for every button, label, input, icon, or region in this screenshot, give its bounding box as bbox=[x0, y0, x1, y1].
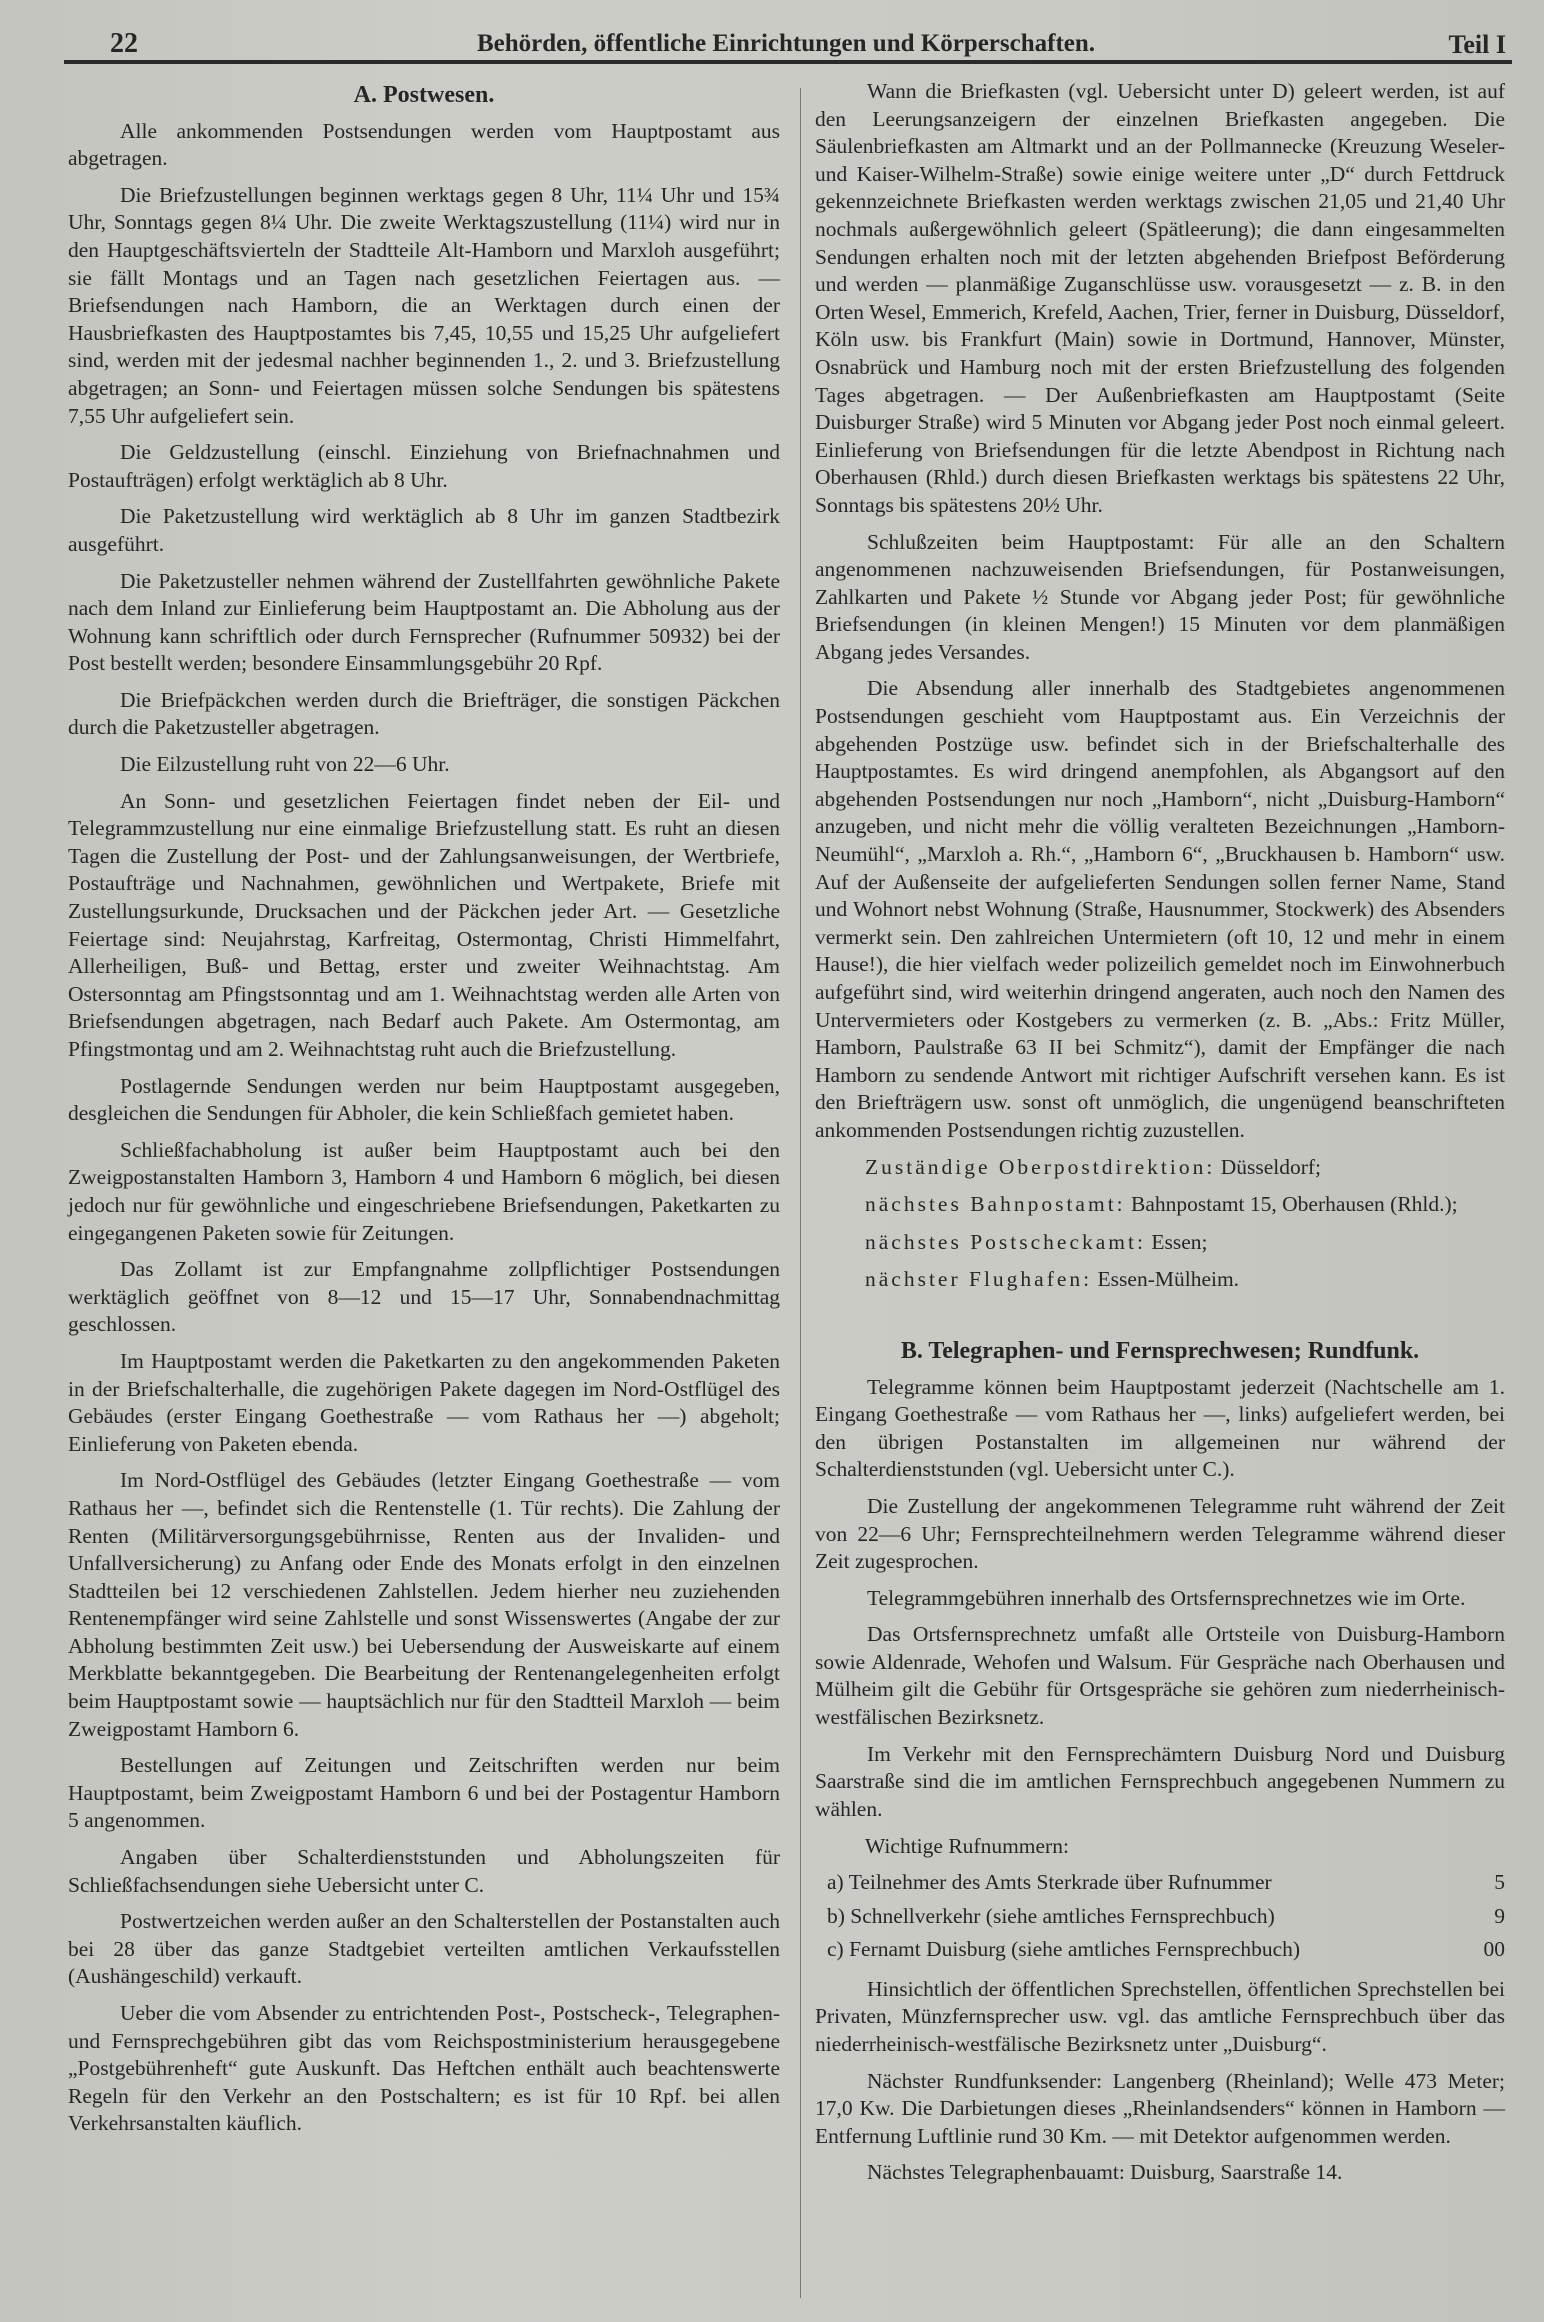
left-paragraphs bbox=[68, 118, 780, 2138]
paragraph: Die Paketzusteller nehmen während der Zustellfahrten gewöhnliche Pakete nach dem Inland zur Einlieferung beim Hauptpostamt an. Die Abholung aus der Wohnung kann schriftlich oder durch Fernsprecher (Rufnummer 50932) bei der Post bestellt werden; besondere Einsammlungsgebühr 20 Rpf. bbox=[68, 568, 780, 676]
phone-number-list bbox=[815, 1869, 1505, 1964]
phone-number-item bbox=[815, 1903, 1505, 1931]
paragraph: Die Geldzustellung (einschl. Einziehung von Briefnachnahmen und Postaufträgen) erfolgt werktäglich ab 8 Uhr. bbox=[68, 440, 780, 492]
paragraph: Hinsichtlich der öffentlichen Sprechstellen, öffentlichen Sprechstellen bei Privaten, Münzfernsprecher usw. vgl. das amtliche Fernsprechbuch über das niederrheinisch-westfälische Bezirksnetz unter „Duisburg“. bbox=[815, 1976, 1505, 2056]
info-key: nächstes Bahnpostamt: bbox=[865, 1192, 1126, 1217]
page-number: 22 bbox=[110, 28, 138, 59]
column-divider bbox=[800, 88, 801, 2298]
paragraph: Das Zollamt ist zur Empfangnahme zollpflichtiger Postsendungen werktäglich geöffnet von 8—12 und 15—17 Uhr, Sonnabendnachmittag geschlossen. bbox=[68, 1257, 780, 1337]
info-value: Essen-Mülheim. bbox=[1097, 1267, 1240, 1292]
phone-number-item bbox=[815, 1936, 1505, 1964]
phone-number-label: c) Fernamt Duisburg (siehe amtliches Fernsprechbuch) bbox=[827, 1937, 1301, 1962]
info-value: Düsseldorf; bbox=[1220, 1154, 1322, 1179]
right-column bbox=[815, 78, 1505, 2196]
paragraph: Wann die Briefkasten (vgl. Uebersicht unter D) geleert werden, ist auf den Leerungsanzeigern der einzelnen Briefkasten angegeben. Die Säulenbriefkasten am Altmarkt und an der Pollmannecke (Kreuzung Weseler- und Kaiser-Wilhelm-Straße) sowie einige weitere unter „D“ durch Fettdruck gekennzeichnete Briefkasten werden werktags zwischen 21,05 und 21,40 Uhr nochmals außergewöhnlich geleert (Spätleerung); die dann eingesammelten Sendungen erhalten noch mit der letzten abgehenden Briefpost Beförderung und werden — planmäßige Zuganschlüsse usw. vorausgesetzt — z. B. in den Orten Wesel, Emmerich, Krefeld, Aachen, Trier, ferner in Duisburg, Düsseldorf, Köln usw. bis Frankfurt (Main) sowie in Dortmund, Hannover, Münster, Osnabrück und Hamburg noch mit der ersten Briefzustellung des folgenden Tages abgetragen. — Der Außenbriefkasten am Hauptpostamt (Seite Duisburger Straße) wird 5 Minuten vor Abgang jeder Post noch einmal geleert. Einlieferung von Briefsendungen für die letzte Abendpost in Richtung nach Oberhausen (Rhld.) durch diesen Briefkasten werktags bis spätestens 22 Uhr, Sonntags bis spätestens 20½ Uhr. bbox=[815, 79, 1505, 517]
phone-number-value: 9 bbox=[1494, 1903, 1505, 1928]
paragraph: Postlagernde Sendungen werden nur beim Hauptpostamt ausgegeben, desgleichen die Sendungen für Abholer, die kein Schließfach gemietet haben. bbox=[68, 1073, 780, 1126]
info-line bbox=[815, 1154, 1505, 1182]
paragraph: Nächster Rundfunksender: Langenberg (Rheinland); Welle 473 Meter; 17,0 Kw. Die Darbietungen dieses „Rheinlandsenders“ können in Hamborn — Entfernung Luftlinie rund 30 Km. — mit Detektor aufgenommen werden. bbox=[815, 2068, 1505, 2148]
paragraph: Im Hauptpostamt werden die Paketkarten zu den angekommenden Paketen in der Briefschalterhalle, die zugehörigen Pakete dagegen im Nord-Ostflügel des Gebäudes (erster Eingang Goethestraße — vom Rathaus her —) abgeholt; Einlieferung von Paketen ebenda. bbox=[68, 1348, 780, 1456]
paragraph: Das Ortsfernsprechnetz umfaßt alle Ortsteile von Duisburg-Hamborn sowie Aldenrade, Wehofen und Walsum. Für Gespräche nach Oberhausen und Mülheim gilt die Gebühr für Ortsgespräche sie gehören zum niederrheinisch-westfälischen Bezirksnetz. bbox=[815, 1622, 1505, 1730]
phone-number-label: a) Teilnehmer des Amts Sterkrade über Rufnummer bbox=[827, 1870, 1272, 1895]
paragraph: Im Verkehr mit den Fernsprechämtern Duisburg Nord und Duisburg Saarstraße sind die im amtlichen Fernsprechbuch angegebenen Nummern zu wählen. bbox=[815, 1741, 1505, 1821]
info-value: Bahnpostamt 15, Oberhausen (Rhld.); bbox=[1131, 1192, 1458, 1217]
part-label: Teil I bbox=[1448, 30, 1506, 59]
paragraph: Telegrammgebühren innerhalb des Ortsfernsprechnetzes wie im Orte. bbox=[867, 1585, 1466, 1610]
phone-number-value: 5 bbox=[1494, 1870, 1505, 1895]
info-line bbox=[815, 1266, 1505, 1294]
right-paragraphs bbox=[815, 78, 1505, 1145]
left-column bbox=[68, 78, 780, 2147]
header-rule bbox=[64, 60, 1512, 64]
paragraph: Die Absendung aller innerhalb des Stadtgebietes angenommenen Postsendungen geschieht vom Hauptpostamt aus. Ein Verzeichnis der abgehenden Postzüge usw. befindet sich in der Briefschalterhalle des Hauptpostamtes. Es wird dringend anempfohlen, als Abgangsort auf den abgehenden Postsendungen nur noch „Hamborn“, nicht „Duisburg-Hamborn“ anzugeben, und nicht mehr die völlig veralteten Bezeichnungen „Hamborn-Neumühl“, „Marxloh a. Rh.“, „Hamborn 6“, „Bruckhausen b. Hamborn“ usw. Auf der Außenseite der aufgelieferten Sendungen sollen ferner Name, Stand und Wohnort nebst Wohnung (Straße, Hausnummer, Stockwerk) des Absenders vermerkt sein. Den zahlreichen Untermietern (oft 10, 12 und mehr in einem Hause!), die hier vielfach weder polizeilich gemeldet noch im Einwohnerbuch aufgeführt sind, wird weiterhin dringend angeraten, auch noch den Namen des Untervermieters oder Kostgebers zu vermerken (z. B. „Abs.: Fritz Müller, Hamborn, Paulstraße 63 II bei Schmitz“), damit der Empfänger die nach Hamborn zu sendende Antwort mit richtiger Aufschrift versehen kann. Es ist den Briefträgern usw. sonst oft unmöglich, die ungenügend beanschrifteten ankommenden Postsendungen richtig zuzustellen. bbox=[815, 676, 1505, 1142]
telegraph-paragraphs bbox=[815, 1374, 1505, 1824]
paragraph: Nächstes Telegraphenbauamt: Duisburg, Saarstraße 14. bbox=[867, 2160, 1343, 2185]
closing-paragraphs bbox=[815, 1976, 1505, 2187]
paragraph: Bestellungen auf Zeitungen und Zeitschriften werden nur beim Hauptpostamt, beim Zweigpostamt Hamborn 6 und bei der Postagentur Hamborn 5 angenommen. bbox=[68, 1753, 780, 1833]
phone-number-label: b) Schnellverkehr (siehe amtliches Fernsprechbuch) bbox=[827, 1903, 1275, 1928]
paragraph: Schlußzeiten beim Hauptpostamt: Für alle an den Schaltern angenommenen nachzuweisenden Briefsendungen, für Postanweisungen, Zahlkarten und Pakete ½ Stunde vor Abgang jeder Post; für gewöhnliche Briefsendungen (in kleinen Mengen!) 15 Minuten vor dem planmäßigen Abgang jedes Versandes. bbox=[815, 529, 1505, 664]
info-key: nächstes Postscheckamt: bbox=[865, 1229, 1146, 1254]
paragraph: Die Eilzustellung ruht von 22—6 Uhr. bbox=[120, 752, 450, 777]
paragraph: Im Nord-Ostflügel des Gebäudes (letzter Eingang Goethestraße — vom Rathaus her —, befindet sich die Rentenstelle (1. Tür rechts). Die Zahlung der Renten (Militärversorgungsgebührnisse, Renten aus der Invaliden- und Unfallversicherung) zu Anfang oder Ende des Monats erfolgt in den einzelnen Stadtteilen bei 12 verschiedenen Zahlstellen. Jedem hierher neu zuziehenden Rentenempfänger wird seine Zahlstelle und sonst Wissenswertes (Angabe der zur Abholung bestimmten Zeit usw.) bei Uebersendung der Ausweiskarte auf einem Merkblatte bekanntgegeben. Die Bearbeitung der Rentenangelegenheiten erfolgt beim Hauptpostamt sowie — hauptsächlich nur für den Stadtteil Marxloh — beim Zweigpostamt Hamborn 6. bbox=[68, 1468, 780, 1741]
paragraph: Ueber die vom Absender zu entrichtenden Post-, Postscheck-, Telegraphen- und Fernsprechgebühren gibt das vom Reichspostministerium herausgegebene „Postgebührenheft“ gute Auskunft. Das Heftchen enthält auch beachtenswerte Regeln für den Verkehr an den Postschaltern; es ist für 10 Rpf. bei allen Verkehrsanstalten käuflich. bbox=[68, 2001, 780, 2136]
page-header bbox=[66, 28, 1506, 62]
running-title: Behörden, öffentliche Einrichtungen und Körperschaften. bbox=[476, 30, 1096, 57]
info-line bbox=[815, 1229, 1505, 1257]
paragraph: Die Zustellung der angekommenen Telegramme ruht während der Zeit von 22—6 Uhr; Fernsprechteilnehmern werden Telegramme während dieser Zeit zugesprochen. bbox=[815, 1493, 1505, 1574]
section-heading-postwesen: A. Postwesen. bbox=[353, 82, 495, 108]
paragraph: Telegramme können beim Hauptpostamt jederzeit (Nachtschelle am 1. Eingang Goethestraße — vom Rathaus her —, links) aufgeliefert werden, bei den übrigen Postanstalten im allgemeinen nur während der Schalterdienststunden (vgl. Uebersicht unter C.). bbox=[815, 1374, 1505, 1482]
phone-number-item bbox=[815, 1869, 1505, 1897]
info-value: Essen; bbox=[1151, 1229, 1208, 1254]
paragraph: An Sonn- und gesetzlichen Feiertagen findet neben der Eil- und Telegrammzustellung nur eine einmalige Briefzustellung statt. Es ruht an diesen Tagen die Zustellung der Post- und der Zahlungsanweisungen, der Wertbriefe, Postaufträge und Nachnahmen, gewöhnlichen und Wertpakete, Briefe mit Zustellungsurkunde, Drucksachen und der Päckchen jeder Art. — Gesetzliche Feiertage sind: Neujahrstag, Karfreitag, Ostermontag, Christi Himmelfahrt, Allerheiligen, Buß- und Bettag, erster und zweiter Weihnachtstag. Am Ostersonntag am Pfingstsonntag und am 1. Weihnachtstag werden alle Arten von Briefsendungen abgetragen, nach Bedarf auch Pakete. Am Ostermontag, am Pfingstmontag und am 2. Weihnachtstag ruht auch die Briefzustellung. bbox=[68, 788, 780, 1061]
paragraph: Die Briefzustellungen beginnen werktags gegen 8 Uhr, 11¼ Uhr und 15¾ Uhr, Sonntags gegen 8¼ Uhr. Die zweite Werktagszustellung (11¼) wird nur in den Hauptgeschäftsvierteln der Stadtteile Alt-Hamborn und Marxloh ausgeführt; sie fällt Montags und an Tagen nach gesetzlichen Feiertagen aus. — Briefsendungen nach Hamborn, die an Werktagen durch einen der Hausbriefkasten des Hauptpostamtes bis 7,45, 10,55 und 15,25 Uhr aufgeliefert sind, werden mit der jedesmal nachher beginnenden 1., 2. und 3. Briefzustellung abgetragen; an Sonn- und Feiertagen müssen solche Sendungen bis spätestens 7,55 Uhr aufgeliefert sein. bbox=[68, 182, 780, 428]
paragraph: Angaben über Schalterdienststunden und Abholungszeiten für Schließfachsendungen siehe Uebersicht unter C. bbox=[68, 1845, 780, 1897]
paragraph: Die Briefpäckchen werden durch die Briefträger, die sonstigen Päckchen durch die Paketzusteller abgetragen. bbox=[68, 687, 780, 740]
info-key: nächster Flughafen: bbox=[865, 1267, 1093, 1292]
phone-number-value: 00 bbox=[1483, 1937, 1505, 1962]
section-heading-telegraphen: B. Telegraphen- und Fernsprechwesen; Rundfunk. bbox=[900, 1337, 1420, 1364]
paragraph: Schließfachabholung ist außer beim Hauptpostamt auch bei den Zweigpostanstalten Hamborn 3, Hamborn 4 und Hamborn 6 möglich, bei diesen jedoch nur für gewöhnliche und eingeschriebene Briefsendungen, Paketkarten zu eingegangenen Paketen sowie für Zeitungen. bbox=[68, 1137, 780, 1245]
info-block bbox=[815, 1154, 1505, 1294]
info-line bbox=[815, 1191, 1505, 1219]
info-key: Zuständige Oberpostdirektion: bbox=[865, 1154, 1216, 1179]
paragraph: Alle ankommenden Postsendungen werden vom Hauptpostamt aus abgetragen. bbox=[68, 118, 780, 171]
paragraph: Die Paketzustellung wird werktäglich ab 8 Uhr im ganzen Stadtbezirk ausgeführt. bbox=[68, 504, 780, 556]
numbers-title: Wichtige Rufnummern: bbox=[865, 1834, 1069, 1859]
paragraph: Postwertzeichen werden außer an den Schalterstellen der Postanstalten auch bei 28 über das ganze Stadtgebiet verteilten amtlichen Verkaufsstellen (Aushängeschild) verkauft. bbox=[68, 1909, 780, 1989]
